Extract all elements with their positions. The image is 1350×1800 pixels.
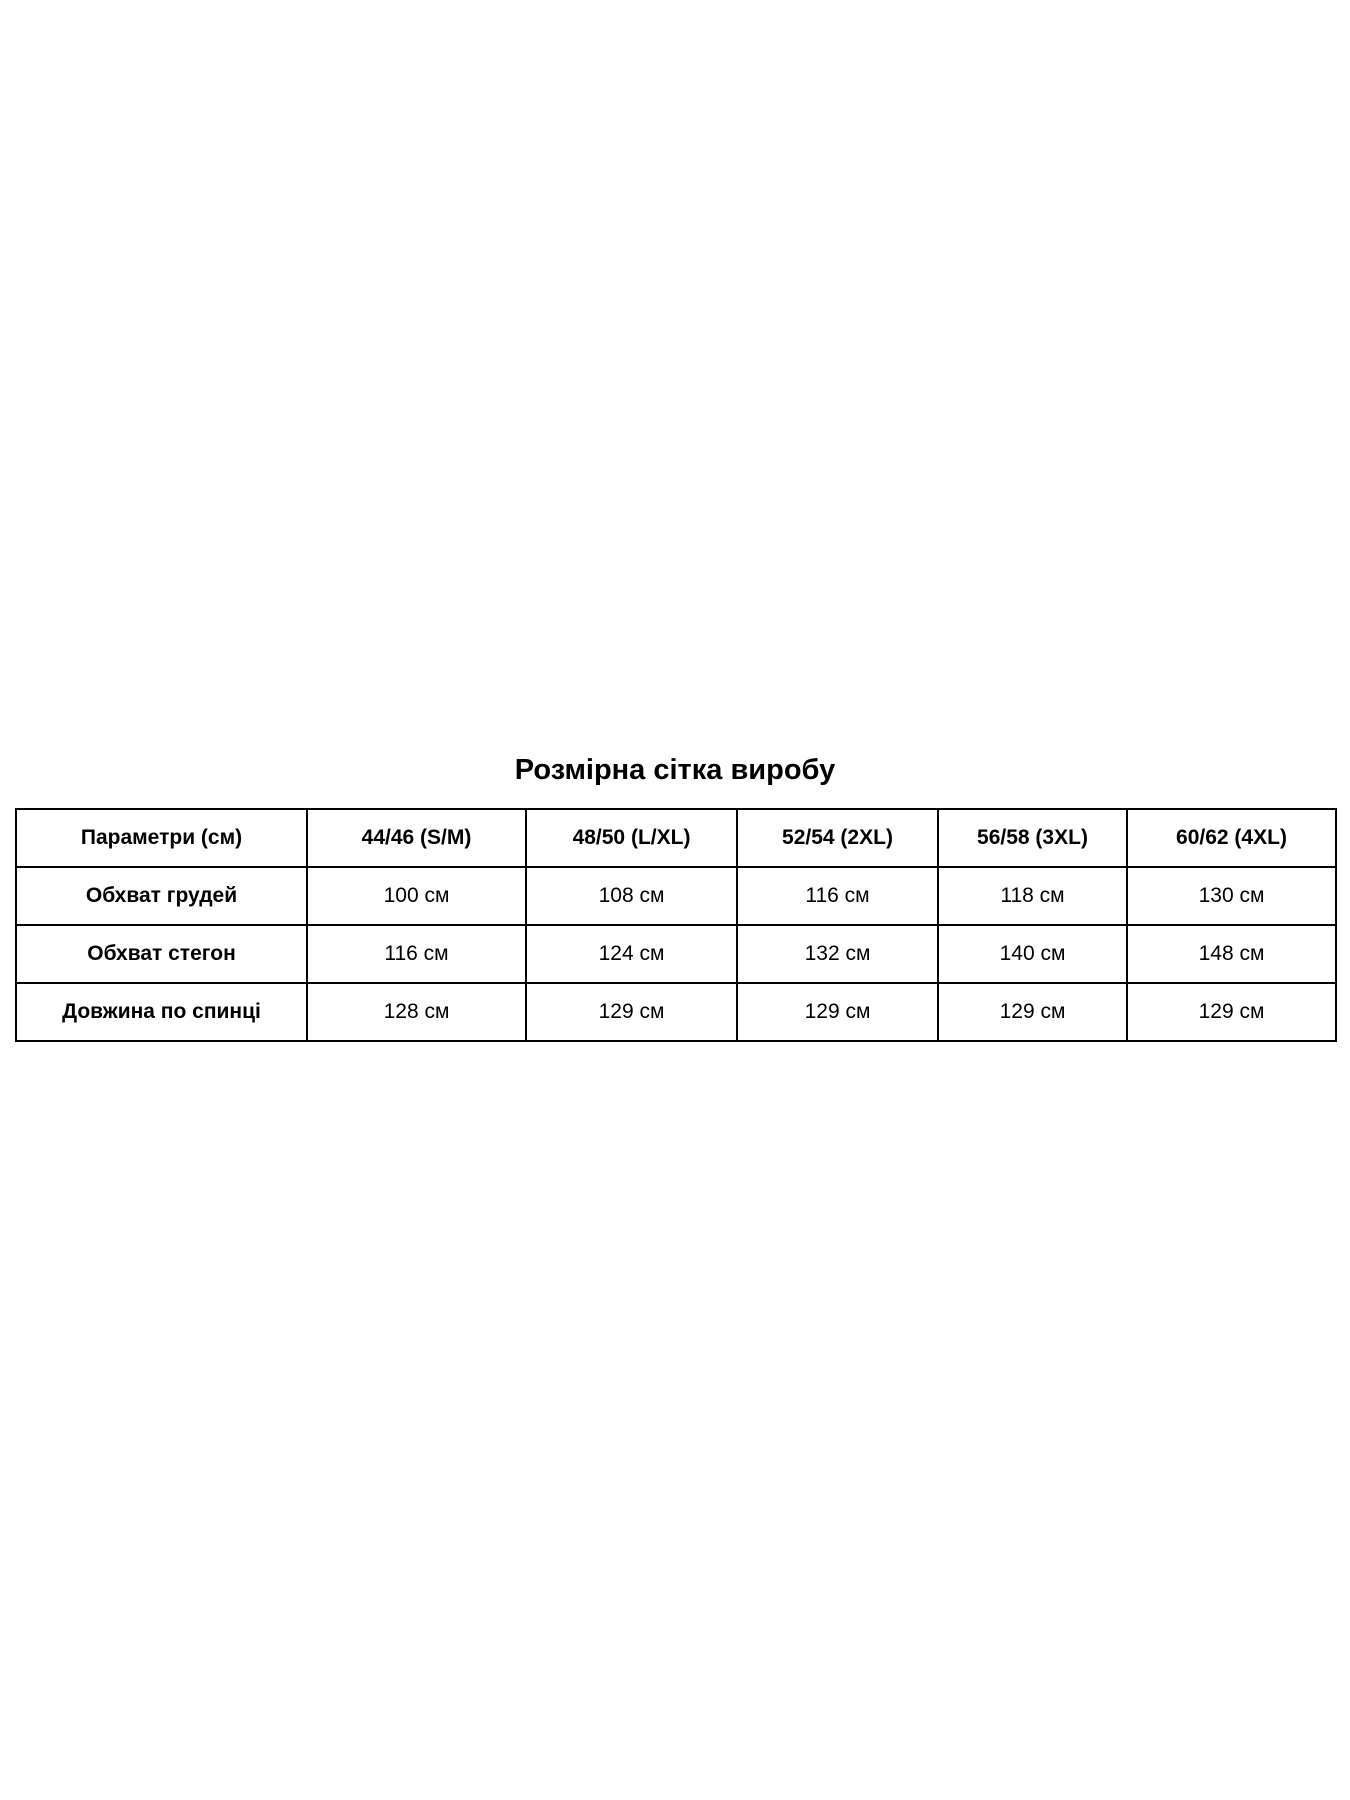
table-cell: 140 см (938, 925, 1127, 983)
table-cell: 116 см (307, 925, 526, 983)
table-cell: 118 см (938, 867, 1127, 925)
table-row (16, 983, 1336, 1041)
header-cell-size: 48/50 (L/XL) (526, 809, 737, 867)
table-cell: 129 см (1127, 983, 1336, 1041)
table-cell: 148 см (1127, 925, 1336, 983)
table-row (16, 867, 1336, 925)
header-cell-size: 52/54 (2XL) (737, 809, 938, 867)
table-cell: 129 см (938, 983, 1127, 1041)
size-chart-title: Розмірна сітка виробу (514, 754, 836, 786)
table-cell: 129 см (526, 983, 737, 1041)
table-cell: 129 см (737, 983, 938, 1041)
table-cell: 124 см (526, 925, 737, 983)
row-label: Довжина по спинці (16, 983, 307, 1041)
table-header-row (16, 809, 1336, 867)
header-cell-parameters: Параметри (см) (16, 809, 307, 867)
table-cell: 116 см (737, 867, 938, 925)
row-label: Обхват стегон (16, 925, 307, 983)
table-row (16, 925, 1336, 983)
table-cell: 108 см (526, 867, 737, 925)
table-cell: 100 см (307, 867, 526, 925)
row-label: Обхват грудей (16, 867, 307, 925)
table-cell: 130 см (1127, 867, 1336, 925)
header-cell-size: 60/62 (4XL) (1127, 809, 1336, 867)
header-cell-size: 56/58 (3XL) (938, 809, 1127, 867)
table-cell: 132 см (737, 925, 938, 983)
header-cell-size: 44/46 (S/M) (307, 809, 526, 867)
table-cell: 128 см (307, 983, 526, 1041)
size-table (15, 808, 1337, 1042)
